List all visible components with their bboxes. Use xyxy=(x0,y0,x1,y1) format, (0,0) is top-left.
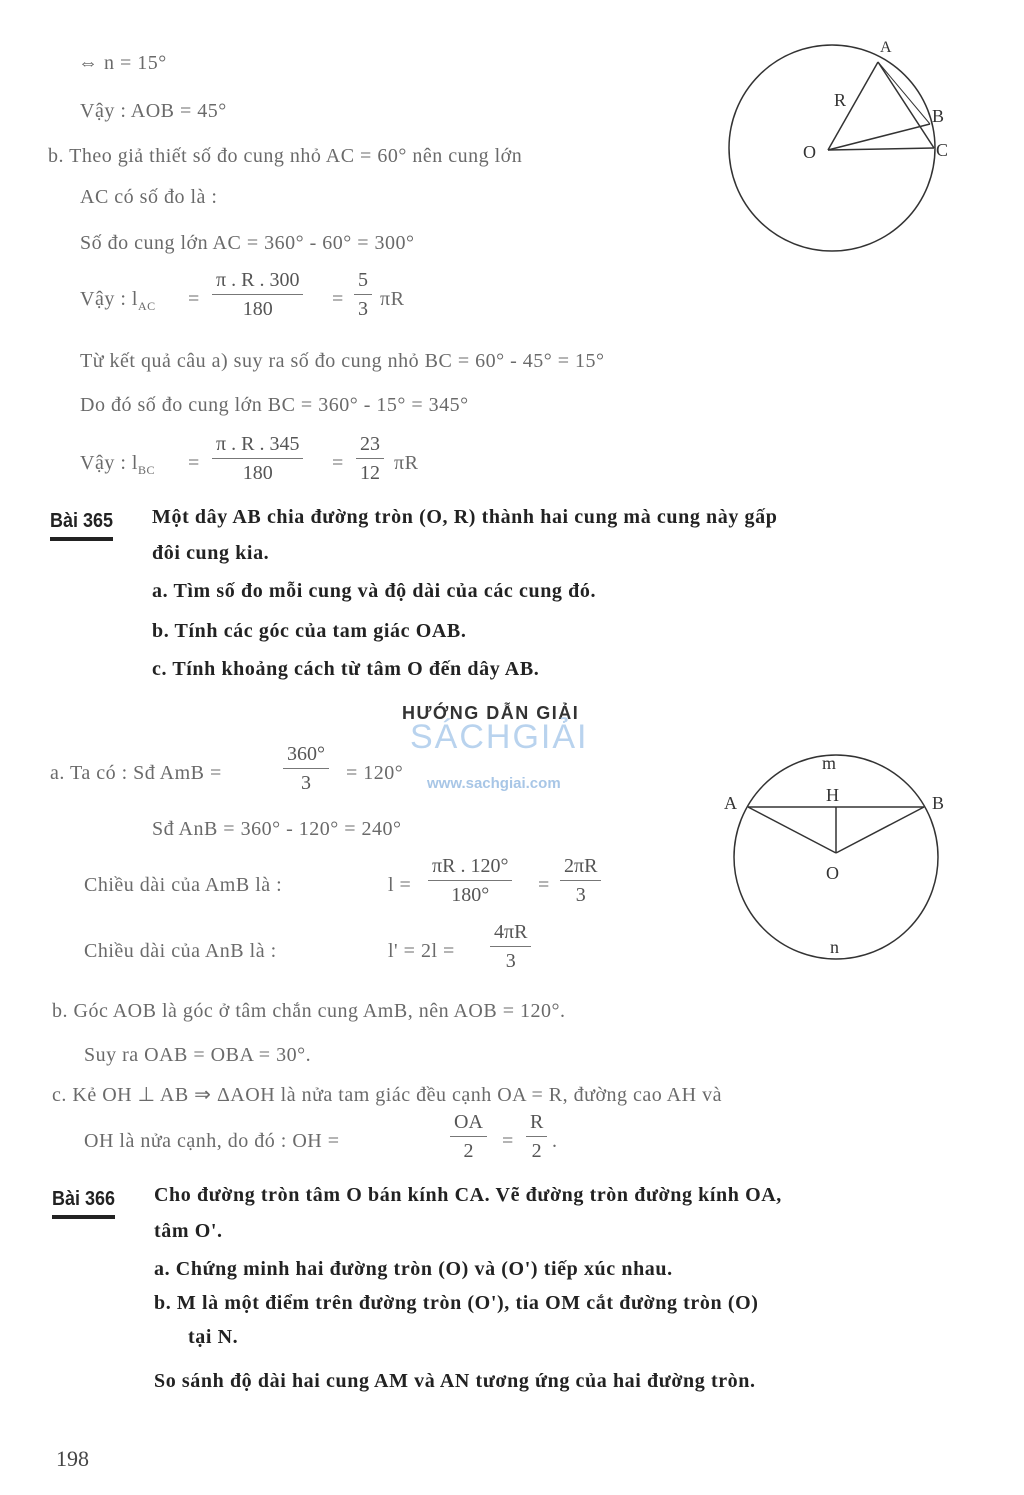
length-ac-fraction2: $\frac{5}{3}$ xyxy=(354,268,372,321)
length-bc-fraction2: $\frac{23}{12}$ xyxy=(356,432,384,485)
sol-a-fraction: $\frac{360^\circ}{3}$ xyxy=(283,742,329,795)
sol-a-l-eq: l = xyxy=(388,874,412,896)
sol-c-line1: c. Kẻ OH ⊥ AB ⇒ ΔAOH là nửa tam giác đều cạnh OA = R, đường cao AH và xyxy=(52,1084,722,1106)
exercise-365-b: b. Tính các góc của tam giác OAB. xyxy=(152,620,467,642)
conclusion-aob: Vậy : AOB = 45° xyxy=(80,100,227,122)
label-c: C xyxy=(936,140,949,160)
segment-oa-2 xyxy=(748,807,836,853)
label-a-2: A xyxy=(724,793,737,813)
length-bc-eq2: = xyxy=(332,452,344,474)
sol-a-length-fraction2: $\frac{2\pi R}{3}$ xyxy=(560,854,601,907)
label-h: H xyxy=(826,785,839,805)
label-o: O xyxy=(803,142,816,162)
figure-circle-abc xyxy=(700,30,980,270)
exercise-366-text2: tâm O'. xyxy=(154,1220,223,1242)
sol-a-line1: a. Ta có : Sđ AmB = xyxy=(50,762,222,784)
exercise-366-label: Bài 366 xyxy=(52,1188,115,1219)
exercise-365-text2: đôi cung kia. xyxy=(152,542,270,564)
sol-a-length-fraction: $\frac{\pi R . 120^\circ}{180^\circ}$ xyxy=(428,854,512,907)
exercise-365-c: c. Tính khoảng cách từ tâm O đến dây AB. xyxy=(152,658,540,680)
sol-c-line2: OH là nửa cạnh, do đó : OH = xyxy=(84,1130,340,1152)
page-number: 198 xyxy=(56,1446,89,1471)
major-arc-ac: Số đo cung lớn AC = 360° - 60° = 300° xyxy=(80,232,415,254)
sol-c-eq: = xyxy=(502,1130,514,1152)
exercise-366-a: a. Chứng minh hai đường tròn (O) và (O') tiếp xúc nhau. xyxy=(154,1258,673,1280)
label-m: m xyxy=(822,753,837,773)
label-r: R xyxy=(834,90,847,110)
exercise-366-final: So sánh độ dài hai cung AM và AN tương ứng của hai đường tròn. xyxy=(154,1370,756,1392)
watermark-url: www.sachgiai.com xyxy=(427,775,561,792)
exercise-366-b1: b. M là một điểm trên đường tròn (O'), tia OM cắt đường tròn (O) xyxy=(154,1292,759,1314)
sol-a-line2: Sđ AnB = 360° - 120° = 240° xyxy=(152,818,402,840)
sol-a-lprime-fraction: $\frac{4\pi R}{3}$ xyxy=(490,920,531,973)
sol-a-result: = 120° xyxy=(346,762,404,784)
sol-a-length-amb: Chiều dài của AmB là : xyxy=(84,874,283,896)
minor-arc-bc: Từ kết quả câu a) suy ra số đo cung nhỏ BC = 60° - 45° = 15° xyxy=(80,350,605,372)
length-ac-eq2: = xyxy=(332,288,344,310)
watermark-brand: SÁCHGIẢI xyxy=(410,718,589,756)
sol-b-line1: b. Góc AOB là góc ở tâm chắn cung AmB, nên AOB = 120°. xyxy=(52,1000,566,1022)
length-bc-end: πR xyxy=(394,452,419,474)
label-o-2: O xyxy=(826,863,839,883)
label-b-2: B xyxy=(932,793,945,813)
segment-ob xyxy=(828,124,930,150)
length-ac-end: πR xyxy=(380,288,405,310)
sol-a-lprime: l' = 2l = xyxy=(388,940,455,962)
exercise-366-b2: tại N. xyxy=(188,1326,239,1348)
solution-heading: HƯỚNG DẪN GIẢI xyxy=(402,703,580,723)
sol-c-fraction: $\frac{OA}{2}$ xyxy=(450,1110,487,1163)
segment-ab xyxy=(878,62,930,124)
length-ac-eq: = xyxy=(188,288,200,310)
part-b-line1: b. Theo giả thiết số đo cung nhỏ AC = 60° nên cung lớn xyxy=(48,145,523,167)
length-ac-fraction: $\frac{\pi . R . 300}{180}$ xyxy=(212,268,303,321)
sol-a-eq: = xyxy=(538,874,550,896)
label-a: A xyxy=(880,39,892,56)
exercise-366-text1: Cho đường tròn tâm O bán kính CA. Vẽ đường tròn đường kính OA, xyxy=(154,1184,782,1206)
major-arc-bc: Do đó số đo cung lớn BC = 360° - 15° = 345° xyxy=(80,394,469,416)
length-bc-eq: = xyxy=(188,452,200,474)
sol-c-fraction2: $\frac{R}{2}$ xyxy=(526,1110,547,1163)
label-b: B xyxy=(932,106,945,126)
figure-circle-ab xyxy=(718,745,968,975)
length-bc-fraction: $\frac{\pi . R . 345}{180}$ xyxy=(212,432,303,485)
equation-line-n: ⇔ n = 15° xyxy=(78,52,167,74)
exercise-365-text1: Một dây AB chia đường tròn (O, R) thành hai cung mà cung này gấp xyxy=(152,506,778,528)
exercise-365-label: Bài 365 xyxy=(50,510,113,541)
exercise-365-a: a. Tìm số đo mỗi cung và độ dài của các cung đó. xyxy=(152,580,597,602)
sol-b-line2: Suy ra OAB = OBA = 30°. xyxy=(84,1044,312,1066)
segment-oc xyxy=(828,148,934,150)
sol-c-end: . xyxy=(552,1130,558,1152)
label-n: n xyxy=(830,937,839,957)
length-ac-label: Vậy : $l_{AC}$ xyxy=(80,288,156,313)
length-bc-label: Vậy : $l_{BC}$ xyxy=(80,452,155,477)
sol-a-length-anb: Chiều dài của AnB là : xyxy=(84,940,277,962)
part-b-line2: AC có số đo là : xyxy=(80,186,218,208)
segment-ob-2 xyxy=(836,807,924,853)
